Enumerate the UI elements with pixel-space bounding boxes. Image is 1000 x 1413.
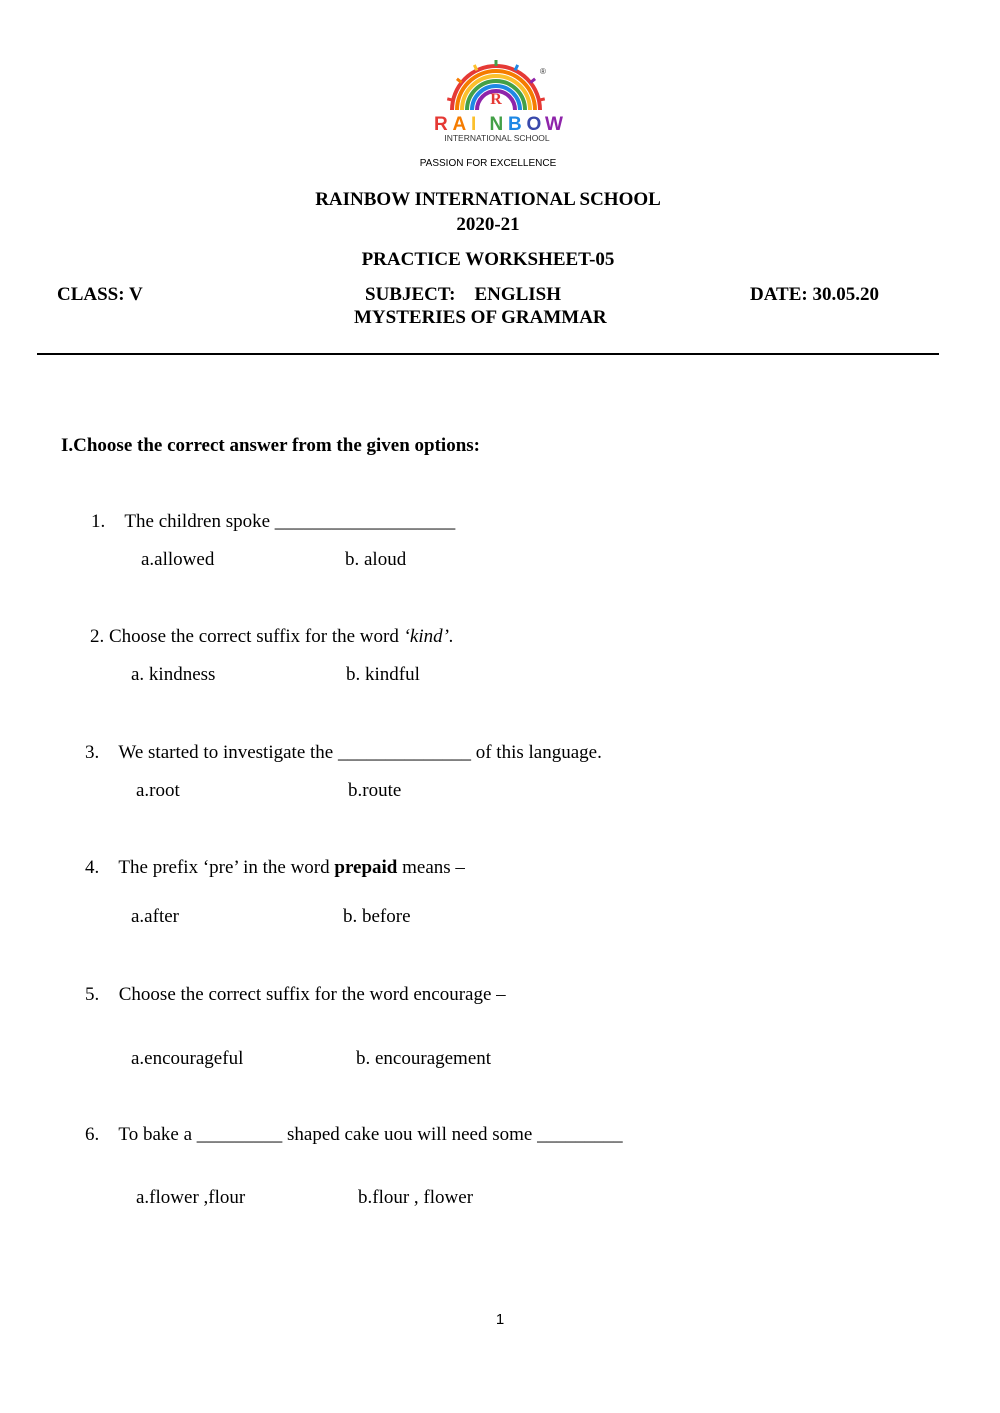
- question-number: 1.: [91, 511, 106, 532]
- subject-label: SUBJECT: ENGLISH: [365, 284, 562, 305]
- date-label: DATE: 30.05.20: [750, 284, 879, 305]
- logo-wordmark-letter: A: [452, 114, 467, 135]
- question-3: [85, 742, 602, 764]
- logo-wordmark-letter: W: [545, 114, 563, 135]
- question-number: 5.: [85, 984, 100, 1005]
- question-text-end: means –: [397, 857, 465, 878]
- option-a[interactable]: a.flower ,flour: [136, 1187, 246, 1208]
- school-name: RAINBOW INTERNATIONAL SCHOOL: [315, 189, 661, 210]
- rainbow-spoke: [447, 99, 453, 100]
- question-1: [91, 511, 455, 533]
- rainbow-spoke: [530, 79, 535, 83]
- option-a[interactable]: a.allowed: [141, 549, 215, 570]
- logo-wordmark-letter: N: [489, 114, 504, 135]
- question-number: 2.: [90, 626, 105, 647]
- question-text: To bake a _________ shaped cake uou will need some _________: [118, 1124, 623, 1145]
- question-number: 3.: [85, 742, 100, 763]
- question-number: 6.: [85, 1124, 100, 1145]
- section-title: I.Choose the correct answer from the given options:: [61, 435, 481, 456]
- question-6: [85, 1124, 623, 1146]
- option-a[interactable]: a. kindness: [131, 664, 216, 685]
- rainbow-arc-icon: [430, 58, 570, 150]
- keyword-kind: ‘kind’.: [403, 626, 454, 647]
- rainbow-spoke: [457, 79, 462, 83]
- question-4: [85, 857, 465, 879]
- question-text: The children spoke ___________________: [124, 511, 456, 532]
- class-label: CLASS: V: [57, 284, 143, 305]
- logo-wordmark-letter: I: [471, 114, 477, 135]
- option-a[interactable]: a.after: [131, 906, 179, 927]
- academic-year: 2020-21: [456, 214, 520, 235]
- worksheet-title: PRACTICE WORKSHEET-05: [361, 249, 615, 270]
- topic-title: MYSTERIES OF GRAMMAR: [354, 307, 607, 328]
- option-b[interactable]: b.route: [348, 780, 402, 801]
- logo-wordmark-letter: O: [526, 114, 542, 135]
- school-logo: [430, 58, 570, 150]
- keyword-prepaid: prepaid: [334, 857, 398, 878]
- option-a[interactable]: a.encourageful: [131, 1048, 244, 1069]
- option-b[interactable]: b. encouragement: [356, 1048, 492, 1069]
- page-number: 1: [495, 1311, 505, 1328]
- question-text: We started to investigate the ______________ of this language.: [118, 742, 602, 763]
- header-divider: [37, 353, 939, 355]
- option-b[interactable]: b. before: [343, 906, 411, 927]
- question-5: [85, 984, 506, 1006]
- logo-wordmark-letter: B: [508, 114, 522, 135]
- question-text: Choose the correct suffix for the word: [109, 626, 404, 647]
- logo-wordmark-letter: R: [434, 114, 448, 135]
- option-a[interactable]: a.root: [136, 780, 180, 801]
- option-b[interactable]: b. kindful: [346, 664, 420, 685]
- tagline: PASSION FOR EXCELLENCE: [419, 158, 557, 169]
- question-number: 4.: [85, 857, 100, 878]
- question-text: The prefix ‘pre’ in the word: [118, 857, 335, 878]
- option-b[interactable]: b. aloud: [345, 549, 407, 570]
- rainbow-spoke: [539, 99, 545, 100]
- registered-mark: ®: [540, 67, 546, 76]
- option-b[interactable]: b.flour , flower: [358, 1187, 474, 1208]
- logo-letter: R: [490, 91, 502, 108]
- question-2: [90, 626, 454, 648]
- question-text: Choose the correct suffix for the word encourage –: [118, 984, 506, 1005]
- logo-subtext: INTERNATIONAL SCHOOL: [444, 133, 550, 143]
